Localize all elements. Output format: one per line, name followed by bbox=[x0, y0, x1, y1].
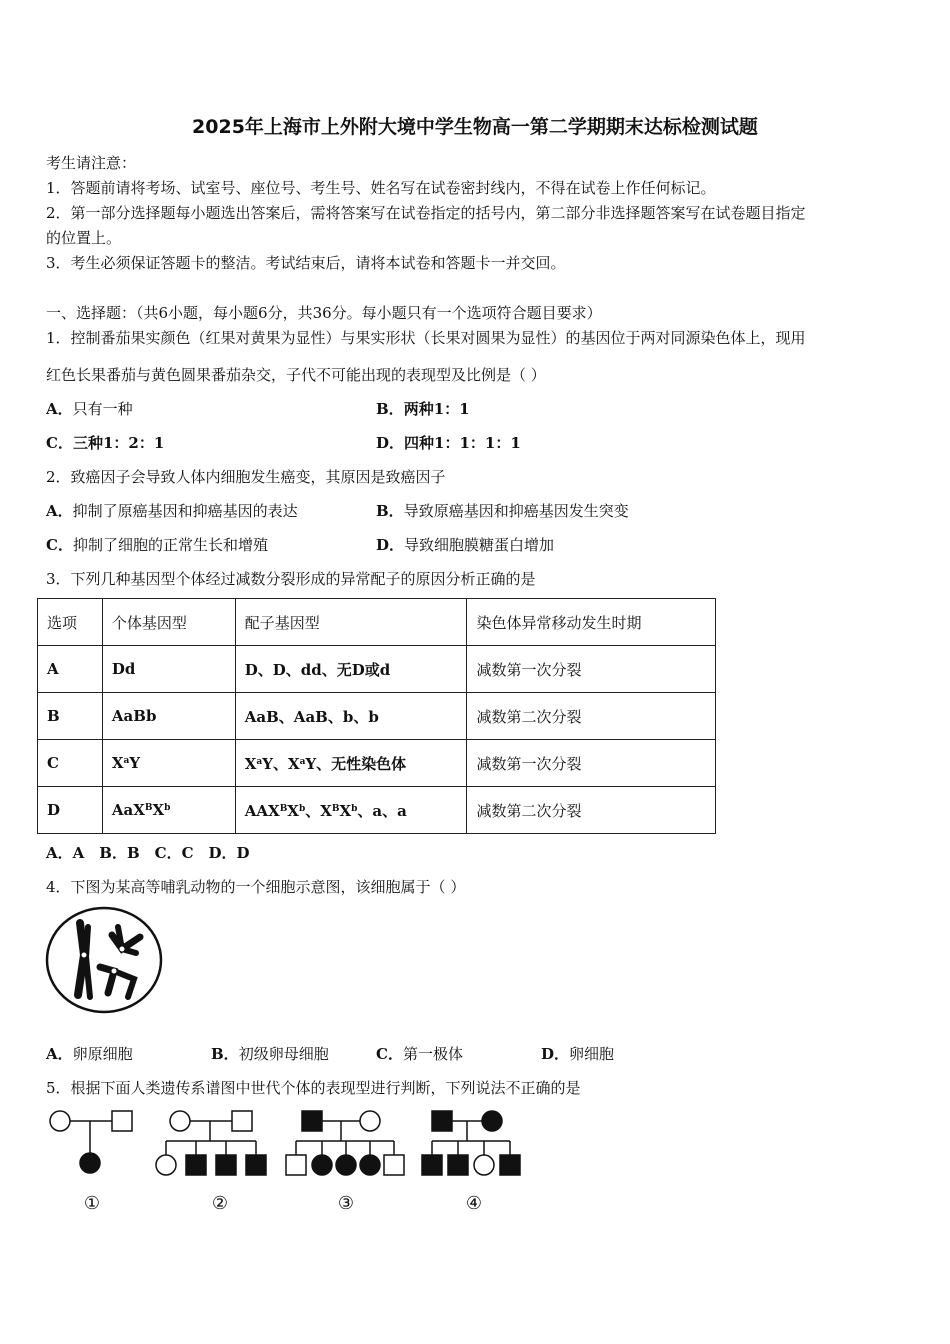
q4-option-a: A．卵原细胞 bbox=[46, 1045, 133, 1063]
pedigree-diagram bbox=[44, 1105, 524, 1220]
q2-stem: 2．致癌因子会导致人体内细胞发生癌变，其原因是致癌因子 bbox=[46, 468, 446, 486]
q1-stem-cont: 红色长果番茄与黄色圆果番茄杂交，子代不可能出现的表现型及比例是（ ） bbox=[46, 366, 546, 384]
pedigree-3 bbox=[286, 1111, 404, 1175]
q2-option-a: A．抑制了原癌基因和抑癌基因的表达 bbox=[46, 502, 298, 520]
table-cell-period: 减数第二次分裂 bbox=[467, 787, 716, 834]
q3-stem: 3．下列几种基因型个体经过减数分裂形成的异常配子的原因分析正确的是 bbox=[46, 570, 536, 588]
q2-option-b: B．导致原癌基因和抑癌基因发生突变 bbox=[376, 502, 629, 520]
notice-heading: 考生请注意： bbox=[46, 154, 137, 172]
table-cell-option: B bbox=[38, 693, 103, 740]
q2-option-c: C．抑制了细胞的正常生长和增殖 bbox=[46, 536, 268, 554]
q1-option-b: B．两种1：1 bbox=[376, 400, 470, 418]
q1-option-d: D．四种1：1：1：1 bbox=[376, 434, 521, 452]
q3-options: A．A B．B C．C D．D bbox=[46, 844, 250, 862]
table-cell-option: D bbox=[38, 787, 103, 834]
table-header-cell: 选项 bbox=[38, 599, 103, 646]
q1-option-a: A．只有一种 bbox=[46, 400, 133, 418]
pedigree-label-3: ③ bbox=[337, 1193, 355, 1214]
q1-stem: 1．控制番茄果实颜色（红果对黄果为显性）与果实形状（长果对圆果为显性）的基因位于两对同源染色体上，现用 bbox=[46, 329, 806, 347]
table-cell-gametes: D、D、dd、无D或d bbox=[235, 646, 467, 693]
pedigree-4 bbox=[422, 1111, 520, 1175]
q4-stem: 4．下图为某高等哺乳动物的一个细胞示意图，该细胞属于（ ） bbox=[46, 878, 466, 896]
q2-option-d: D．导致细胞膜糖蛋白增加 bbox=[376, 536, 555, 554]
pedigree-label-1: ① bbox=[83, 1193, 101, 1214]
table-row bbox=[38, 740, 716, 787]
table-row bbox=[38, 787, 716, 834]
table-header-cell: 染色体异常移动发生时期 bbox=[467, 599, 716, 646]
notice-item: 3．考生必须保证答题卡的整洁。考试结束后，请将本试卷和答题卡一并交回。 bbox=[46, 254, 566, 272]
table-cell-option: C bbox=[38, 740, 103, 787]
pedigree-label-2: ② bbox=[211, 1193, 229, 1214]
notice-item: 2．第一部分选择题每小题选出答案后，需将答案写在试卷指定的括号内，第二部分非选择题答案写在试卷题目指定 bbox=[46, 204, 806, 222]
section-heading: 一、选择题：（共6小题，每小题6分，共36分。每小题只有一个选项符合题目要求） bbox=[46, 304, 602, 322]
table-cell-period: 减数第一次分裂 bbox=[467, 740, 716, 787]
q1-option-c: C．三种1：2：1 bbox=[46, 434, 165, 452]
table-row bbox=[38, 693, 716, 740]
table-header-cell: 配子基因型 bbox=[235, 599, 467, 646]
pedigree-label-4: ④ bbox=[465, 1193, 483, 1214]
q5-stem: 5．根据下面人类遗传系谱图中世代个体的表现型进行判断，下列说法不正确的是 bbox=[46, 1079, 581, 1097]
pedigree-2 bbox=[156, 1111, 266, 1175]
table-header-row bbox=[38, 599, 716, 646]
cell-diagram bbox=[44, 905, 164, 1015]
pedigree-1 bbox=[50, 1111, 132, 1173]
table-cell-gametes: $X^aY$、$X^aY$、无性染色体 bbox=[235, 740, 467, 787]
page-title: 2025年上海市上外附大境中学生物高一第二学期期末达标检测试题 bbox=[192, 116, 758, 138]
q4-option-d: D．卵细胞 bbox=[541, 1045, 615, 1063]
table-cell-genotype: Dd bbox=[102, 646, 235, 693]
table-cell-genotype: $X^aY$ bbox=[102, 740, 235, 787]
table-cell-genotype: $AaX^BX^b$ bbox=[102, 787, 235, 834]
table-cell-genotype: AaBb bbox=[102, 693, 235, 740]
table-cell-period: 减数第一次分裂 bbox=[467, 646, 716, 693]
table-cell-gametes: AaB、AaB、b、b bbox=[235, 693, 467, 740]
table-cell-option: A bbox=[38, 646, 103, 693]
q4-option-b: B．初级卵母细胞 bbox=[211, 1045, 329, 1063]
notice-item: 的位置上。 bbox=[46, 229, 122, 247]
q3-table bbox=[37, 598, 716, 834]
table-cell-period: 减数第二次分裂 bbox=[467, 693, 716, 740]
table-header-cell: 个体基因型 bbox=[102, 599, 235, 646]
q4-option-c: C．第一极体 bbox=[376, 1045, 463, 1063]
notice-item: 1．答题前请将考场、试室号、座位号、考生号、姓名写在试卷密封线内，不得在试卷上作任何标记。 bbox=[46, 179, 716, 197]
table-row bbox=[38, 646, 716, 693]
table-cell-gametes: $AAX^BX^b$、$X^BX^b$、a、a bbox=[235, 787, 467, 834]
